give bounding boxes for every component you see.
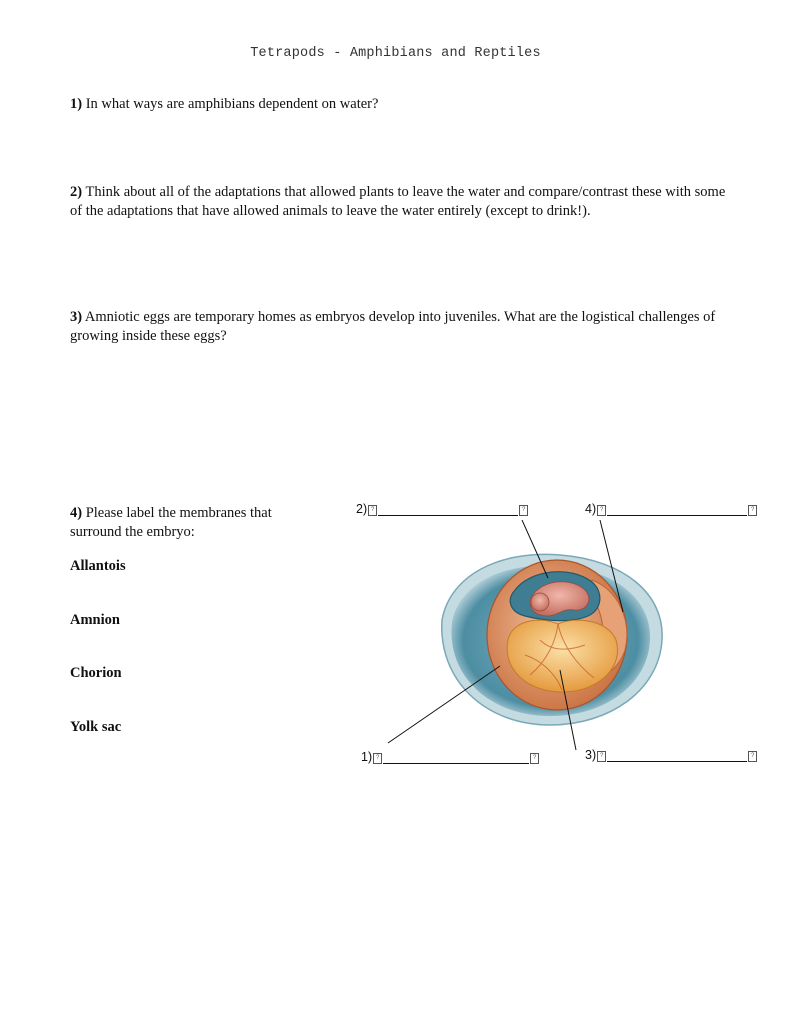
question-number: 4) — [70, 505, 83, 521]
missing-glyph-icon: ? — [748, 505, 757, 516]
label-number: 3) — [585, 748, 597, 762]
question-number: 3) — [70, 309, 83, 325]
amniotic-egg-diagram — [380, 520, 680, 760]
label-number: 1) — [361, 750, 373, 764]
question-2 — [70, 183, 730, 221]
question-4 — [70, 504, 310, 542]
question-text: Please label the membranes that surround the embryo: — [70, 505, 272, 540]
missing-glyph-icon: ? — [368, 505, 377, 516]
answer-line[interactable] — [378, 503, 518, 516]
question-text: Amniotic eggs are temporary homes as embryos develop into juveniles. What are the logistical challenges of growing inside these eggs? — [70, 309, 716, 344]
missing-glyph-icon: ? — [373, 753, 382, 764]
missing-glyph-icon: ? — [597, 751, 606, 762]
question-3 — [70, 308, 730, 346]
embryo-head — [531, 593, 549, 611]
missing-glyph-icon: ? — [597, 505, 606, 516]
missing-glyph-icon: ? — [748, 751, 757, 762]
question-text: Think about all of the adaptations that allowed plants to leave the water and compare/contrast these with some of the adaptations that have allowed animals to leave the water entirely (except to drink!). — [70, 184, 726, 219]
question-text: In what ways are amphibians dependent on water? — [82, 96, 379, 112]
term-chorion: Chorion — [70, 665, 122, 681]
term-amnion: Amnion — [70, 612, 120, 628]
missing-glyph-icon: ? — [519, 505, 528, 516]
label-number: 2) — [356, 502, 368, 516]
label-number: 4) — [585, 502, 597, 516]
page-title: Tetrapods - Amphibians and Reptiles — [250, 46, 541, 61]
question-1 — [70, 95, 730, 114]
answer-line[interactable] — [607, 503, 747, 516]
question-number: 1) — [70, 96, 83, 112]
question-number: 2) — [70, 184, 83, 200]
term-allantois: Allantois — [70, 558, 126, 574]
label-blank-2[interactable] — [356, 502, 529, 516]
missing-glyph-icon: ? — [530, 753, 539, 764]
label-blank-4[interactable] — [585, 502, 758, 516]
term-yolk-sac: Yolk sac — [70, 719, 122, 735]
